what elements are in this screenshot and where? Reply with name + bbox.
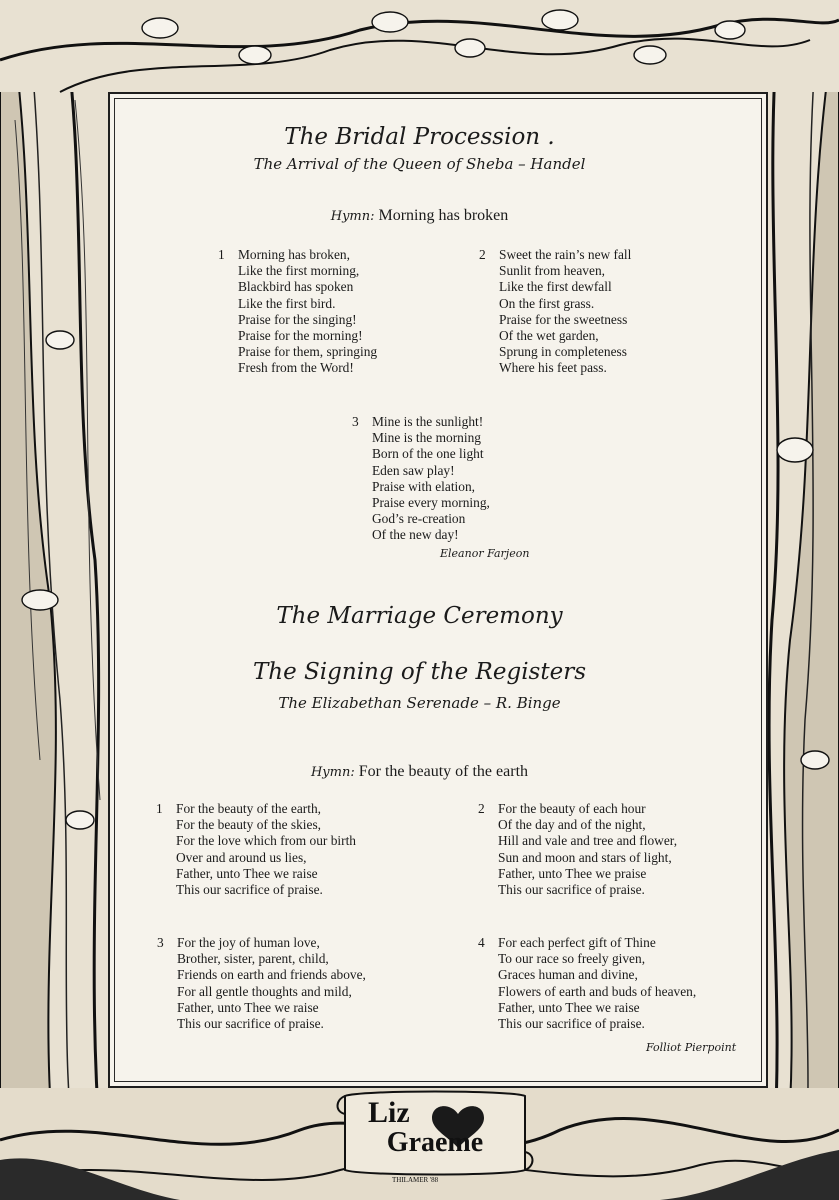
hymn2-verse-3 (157, 935, 366, 1032)
verse-line: Father, unto Thee we raise (177, 999, 319, 1015)
verse-line: This our sacrifice of praise. (498, 1016, 645, 1032)
verse-line: Blackbird has spoken (238, 279, 354, 295)
hymn1-verse-3 (352, 414, 490, 544)
verse-number: 1 (218, 247, 225, 262)
verse-line: Praise for the singing! (238, 311, 357, 327)
verse-number: 2 (478, 801, 485, 816)
verse-line: This our sacrifice of praise. (177, 1016, 324, 1032)
hymn2-verse-4 (478, 935, 697, 1032)
verse-line: Father, unto Thee we praise (498, 865, 647, 881)
verse-number: 2 (479, 247, 486, 262)
hymn2-verse-2 (478, 801, 678, 898)
verse-line: Flowers of earth and buds of heaven, (498, 983, 697, 999)
verse-line: Eden saw play! (372, 462, 455, 478)
verse-line: Of the wet garden, (499, 328, 599, 344)
verse-line: For all gentle thoughts and mild, (177, 983, 352, 999)
verse-line: Father, unto Thee we raise (176, 865, 318, 881)
hymn2-heading (0, 763, 839, 781)
hymn2-author: Folliot Pierpoint (646, 1041, 737, 1054)
couple-names-banner (360, 1098, 510, 1158)
bridal-procession-title: The Bridal Procession . (284, 124, 555, 150)
verse-line: Born of the one light (372, 446, 484, 462)
verse-line: Praise for the morning! (238, 328, 363, 344)
hymn1-verse-1 (218, 247, 378, 377)
verse-line: Over and around us lies, (176, 849, 307, 865)
hymn-label: Hymn: (330, 209, 375, 224)
verse-line: Praise every morning, (372, 495, 490, 511)
verse-line: Sun and moon and stars of light, (498, 849, 672, 865)
verse-line: For the beauty of the skies, (176, 817, 322, 833)
hymn-title: For the beauty of the earth (358, 763, 529, 780)
verse-line: To our race so freely given, (498, 951, 646, 967)
hymn-label: Hymn: (310, 765, 355, 780)
verse-line: Praise with elation, (372, 478, 476, 494)
verse-line: For each perfect gift of Thine (498, 935, 656, 950)
verse-line: Hill and vale and tree and flower, (498, 833, 678, 849)
verse-line: God’s re-creation (372, 511, 466, 527)
verse-line: Where his feet pass. (499, 360, 607, 376)
verse-line: For the beauty of each hour (498, 801, 646, 816)
verse-line: For the joy of human love, (177, 935, 320, 950)
marriage-ceremony-title: The Marriage Ceremony (276, 603, 563, 629)
bride-name: Liz (368, 1096, 410, 1129)
verse-line: Graces human and divine, (498, 967, 638, 983)
verse-line: Praise for them, springing (238, 344, 378, 360)
verse-line: Of the new day! (372, 527, 459, 543)
verse-line: Praise for the sweetness (499, 311, 628, 327)
hymn1-verse-2 (479, 247, 632, 377)
verse-number: 4 (478, 935, 485, 950)
verse-line: This our sacrifice of praise. (176, 882, 323, 898)
verse-line: Like the first bird. (238, 295, 336, 311)
verse-line: Sunlit from heaven, (499, 263, 605, 279)
verse-line: This our sacrifice of praise. (498, 882, 645, 898)
bridal-procession-subtitle: The Arrival of the Queen of Sheba – Handel (253, 155, 586, 173)
verse-line: Fresh from the Word! (238, 360, 354, 376)
verse-number: 1 (156, 801, 163, 816)
hymn1-author: Eleanor Farjeon (440, 547, 530, 560)
verse-line: Morning has broken, (238, 247, 350, 262)
verse-line: For the love which from our birth (176, 833, 356, 849)
hymn2-verse-1 (156, 801, 356, 898)
signing-registers-subtitle: The Elizabethan Serenade – R. Binge (278, 694, 561, 712)
artist-signature: THILAMER '88 (392, 1176, 439, 1184)
signing-registers-title: The Signing of the Registers (252, 659, 587, 685)
hymn-heading (0, 207, 839, 225)
verse-line: On the first grass. (499, 295, 595, 311)
verse-line: Sweet the rain’s new fall (499, 247, 632, 262)
verse-line: Sprung in completeness (499, 344, 627, 360)
verse-number: 3 (352, 414, 359, 429)
verse-line: Mine is the morning (372, 430, 481, 446)
verse-number: 3 (157, 935, 164, 950)
verse-line: Of the day and of the night, (498, 817, 646, 833)
verse-line: Mine is the sunlight! (372, 414, 484, 429)
verse-line: Friends on earth and friends above, (177, 967, 366, 983)
hymn-title: Morning has broken (378, 207, 509, 224)
verse-line: Father, unto Thee we raise (498, 999, 640, 1015)
verse-line: Brother, sister, parent, child, (177, 951, 329, 967)
groom-name: Graeme (386, 1127, 484, 1158)
verse-line: For the beauty of the earth, (176, 801, 322, 816)
verse-line: Like the first dewfall (499, 279, 612, 295)
verse-line: Like the first morning, (238, 263, 360, 279)
